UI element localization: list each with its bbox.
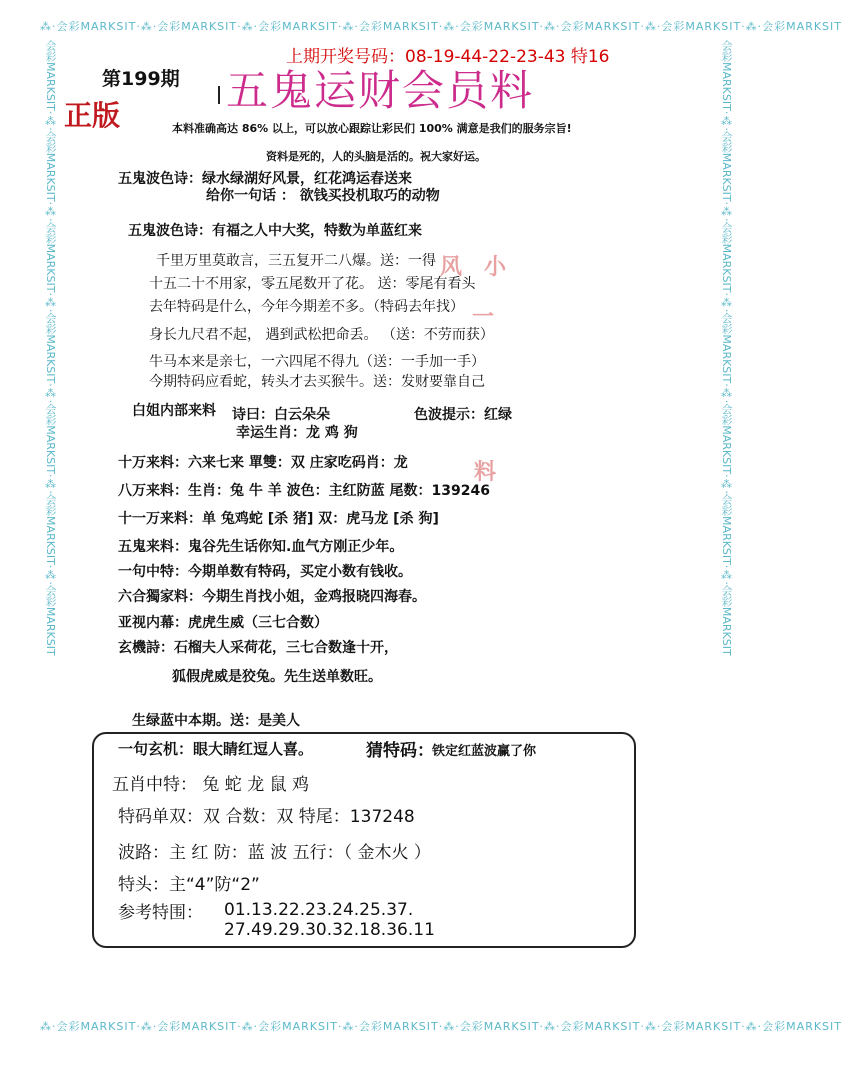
title-divider: [218, 86, 220, 104]
reference-label: 参考特围：: [118, 903, 203, 923]
row-liuhe: 六合獨家料：今期生肖找小姐，金鸡报晓四海春。: [118, 589, 426, 605]
row-80k: 八万来料：生肖：兔 牛 羊 波色：主红防蓝 尾数：139246: [118, 483, 490, 499]
overlay-char-1: 风: [440, 254, 463, 280]
poem-line-3: 去年特码是什么，今年今期差不多。（特码去年找）: [149, 299, 464, 315]
poem-line-6: 今期特码应看蛇，转头才去买猴牛。送：发财要靠自己: [149, 374, 485, 390]
poem-line-1: 千里万里莫敢言，三五复开二八爆。送：一得: [156, 253, 436, 269]
row-one-sentence: 一句中特：今期单数有特码，买定小数有钱收。: [118, 564, 412, 580]
row-atv: 亚视内幕：虎虎生威（三七合数）: [118, 615, 328, 631]
intro-line-1: 本料准确高达 86% 以上，可以放心跟踪让彩民们 100% 满意是我们的服务宗旨!: [172, 122, 572, 135]
lucky-zodiac: 幸运生肖：龙 鸡 狗: [236, 425, 358, 441]
head-number: 特头：主“4”防“2”: [118, 875, 260, 895]
wave-route: 波路：主 红 防：蓝 波 五行：（ 金木火 ）: [118, 843, 431, 863]
row-five-ghost: 五鬼来料：鬼谷先生话你知.血气方刚正少年。: [118, 539, 404, 555]
wave-hint: 色波提示：红绿: [414, 407, 512, 423]
overlay-char-2: 小: [484, 254, 507, 280]
row-100k: 十万来料：六来七来 單雙：双 庄家吃码肖：龙: [118, 455, 408, 471]
page-title: 五鬼运财会员料: [226, 66, 535, 115]
row-xuanji-2: 狐假虎威是狡兔。先生送单数旺。: [172, 669, 382, 685]
intro-line-2: 资料是死的，人的头脑是活的。祝大家好运。: [266, 150, 486, 163]
riddle: 一句玄机：眼大睛红逗人喜。: [118, 740, 314, 758]
wave-poem: 五鬼波色诗：绿水绿湖好风景，红花鸿运春送来: [118, 171, 412, 187]
poem-line-5: 牛马本来是亲七，一六四尾不得九（送：一手加一手）: [149, 354, 485, 370]
bottom-watermark-border: ⁂·会彩MARKSIT·⁂·会彩MARKSIT·⁂·会彩MARKSIT·⁂·会彩MARKSIT·⁂·会彩MARKSIT·⁂·会彩MARKSIT·⁂·会彩MARKSIT·⁂·会彩MARKSIT: [40, 1020, 842, 1033]
five-zodiac: 五肖中特： 兔 蛇 龙 鼠 鸡: [112, 775, 310, 795]
one-sentence: 给你一句话 ： 欲钱买投机取巧的动物: [206, 188, 440, 204]
right-watermark-border: 会彩MARKSIT·⁂·会彩MARKSIT·⁂·会彩MARKSIT·⁂·会彩MARKSIT·⁂·会彩MARKSIT·⁂·会彩MARKSIT·⁂·会彩MARKSIT: [720, 40, 733, 656]
inside-label: 白姐内部来料: [132, 403, 216, 419]
row-xuanji: 玄機詩：石榴夫人采荷花，三七合数逢十开，: [118, 640, 398, 656]
left-watermark-border: 会彩MARKSIT·⁂·会彩MARKSIT·⁂·会彩MARKSIT·⁂·会彩MARKSIT·⁂·会彩MARKSIT·⁂·会彩MARKSIT·⁂·会彩MARKSIT: [44, 40, 57, 656]
guess-label: 猜特码：: [366, 741, 434, 761]
top-watermark-border: ⁂·会彩MARKSIT·⁂·会彩MARKSIT·⁂·会彩MARKSIT·⁂·会彩MARKSIT·⁂·会彩MARKSIT·⁂·会彩MARKSIT·⁂·会彩MARKSIT·⁂·会彩MARKSIT: [40, 20, 842, 33]
reference-line-1: 01.13.22.23.24.25.37.: [224, 900, 414, 920]
official-stamp: 正版: [64, 99, 121, 132]
issue-number: 第199期: [102, 68, 180, 90]
guess-value: 铁定红蓝波赢了你: [432, 744, 537, 759]
poem-line-4: 身长九尺君不起， 遇到武松把命丢。 （送：不劳而获）: [149, 327, 494, 343]
overlay-char-7: 料: [474, 459, 497, 485]
row-green-blue: 生绿蓝中本期。送：是美人: [132, 713, 300, 729]
inside-poem: 诗曰：白云朵朵: [232, 407, 330, 423]
reference-line-2: 27.49.29.30.32.18.36.11: [224, 920, 435, 940]
poem-line-2: 十五二十不用家，零五尾数开了花。 送：零尾有看头: [149, 276, 476, 292]
overlay-char-3: 一: [472, 304, 495, 330]
row-110k: 十一万来料：单 兔鸡蛇 [杀 猪] 双：虎马龙 [杀 狗]: [118, 511, 439, 527]
wave-poem-2: 五鬼波色诗：有福之人中大奖，特数为单蓝红来: [128, 223, 422, 239]
odd-even: 特码单双：双 合数：双 特尾：137248: [118, 807, 415, 827]
last-draw-numbers: 上期开奖号码：08-19-44-22-23-43 特16: [286, 47, 610, 67]
